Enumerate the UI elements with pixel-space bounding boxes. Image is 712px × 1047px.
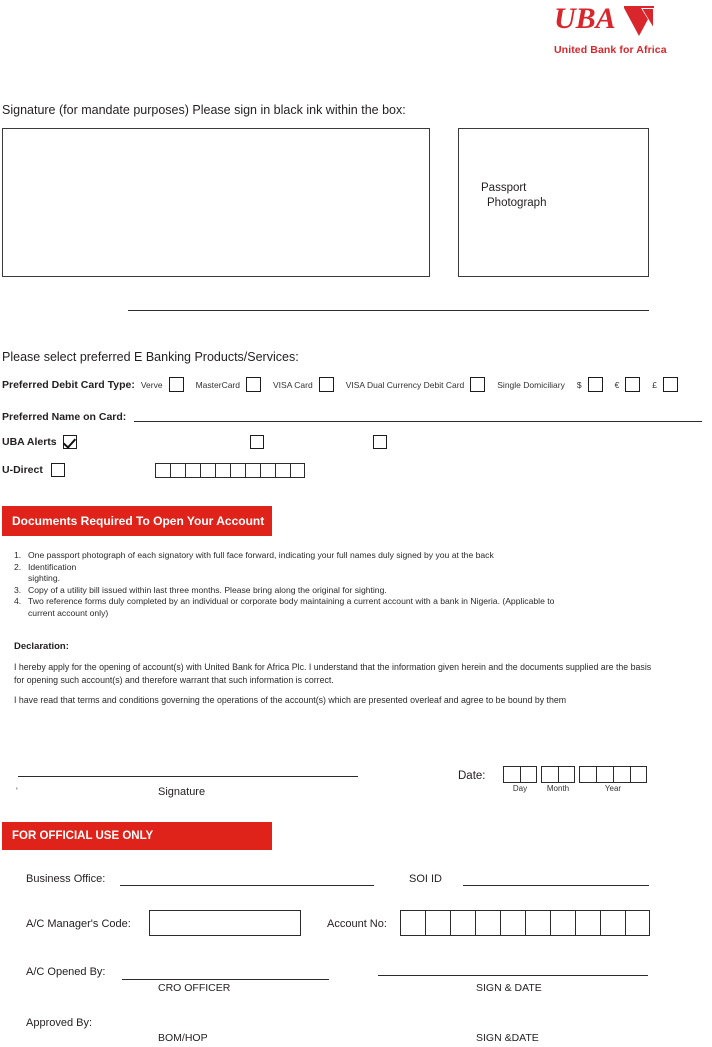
- date-year-box[interactable]: [613, 766, 630, 783]
- sign-date-caption-2: SIGN &DATE: [476, 1032, 539, 1044]
- signature-box[interactable]: [2, 128, 430, 277]
- currency-option-dollar[interactable]: [577, 377, 603, 392]
- card-option-mastercard[interactable]: [196, 377, 261, 392]
- currency-option-pound[interactable]: [652, 377, 678, 392]
- debit-card-type-label: Preferred Debit Card Type:: [2, 378, 135, 391]
- date-year-group: [579, 766, 647, 793]
- list-item: [14, 596, 704, 608]
- currency-option-pound-checkbox[interactable]: [663, 377, 678, 392]
- brand-wordmark: UBA: [554, 2, 616, 35]
- list-item: [14, 550, 704, 562]
- date-day-box[interactable]: [503, 766, 520, 783]
- date-year-box[interactable]: [596, 766, 613, 783]
- list-item-text: Copy of a utility bill issued within last three months. Please bring along the original for sighting.: [28, 584, 387, 595]
- account-no-boxes[interactable]: [400, 910, 650, 936]
- date-month-box[interactable]: [558, 766, 575, 783]
- applicant-signature-line[interactable]: [18, 776, 358, 777]
- list-item: [14, 562, 704, 574]
- declaration-paragraph-1: I hereby apply for the opening of account(s) with United Bank for Africa Plc. I understand that the information given herein and the documents supplied are the basis for opening such account(s) and therefore warrant that such information is correct.: [14, 662, 652, 685]
- date-month-group: [541, 766, 575, 793]
- list-item-number: 3.: [14, 584, 22, 595]
- list-item-number: 1.: [14, 550, 22, 560]
- udirect-label: U-Direct: [2, 464, 43, 476]
- card-option-visa-dual-currency-checkbox[interactable]: [470, 377, 485, 392]
- udirect-box[interactable]: [215, 463, 230, 478]
- account-no-box[interactable]: [425, 910, 450, 936]
- logo-row: [554, 4, 704, 42]
- currency-option-dollar-label: $: [576, 379, 582, 390]
- business-office-input[interactable]: [120, 885, 374, 886]
- passport-photograph-box[interactable]: [458, 128, 649, 277]
- date-month-caption: Month: [546, 784, 570, 793]
- account-no-box[interactable]: [500, 910, 525, 936]
- udirect-box[interactable]: [155, 463, 170, 478]
- signature-marker: ': [16, 786, 18, 796]
- card-option-verve-checkbox[interactable]: [169, 377, 184, 392]
- sol-id-input[interactable]: [463, 885, 649, 886]
- declaration-heading: Declaration:: [14, 641, 69, 652]
- passport-photograph-label: [481, 181, 546, 211]
- uba-alerts-row: [2, 435, 77, 449]
- account-no-box[interactable]: [625, 910, 650, 936]
- card-option-visa-dual-currency-label: VISA Dual Currency Debit Card: [345, 379, 465, 390]
- uba-alerts-extra-checkbox-1[interactable]: [250, 435, 264, 449]
- documents-required-list: [14, 550, 704, 620]
- list-item-continuation: current account only): [28, 607, 109, 618]
- cro-officer-caption: CRO OFFICER: [158, 982, 231, 994]
- date-year-caption: Year: [604, 784, 622, 793]
- udirect-row: [2, 463, 65, 477]
- date-day-box[interactable]: [520, 766, 537, 783]
- date-month-box[interactable]: [541, 766, 558, 783]
- card-option-mastercard-label: MasterCard: [195, 379, 240, 390]
- preferred-name-on-card-label: Preferred Name on Card:: [2, 411, 127, 423]
- currency-option-pound-label: £: [652, 379, 658, 390]
- declaration-paragraph-2: I have read that terms and conditions governing the operations of the account(s) which are presented overleaf and agree to be bound by them: [14, 695, 567, 705]
- list-item-number: 2.: [14, 561, 22, 572]
- cro-sign-date-input[interactable]: [378, 975, 648, 976]
- business-office-label: Business Office:: [26, 873, 106, 885]
- preferred-name-on-card-row: [2, 411, 702, 423]
- list-item-number: 4.: [14, 596, 22, 607]
- account-no-label: Account No:: [327, 918, 387, 930]
- list-item-text: One passport photograph of each signatory with full face forward, indicating your full names duly signed by you at the back: [28, 550, 494, 560]
- uba-flag-icon: [622, 5, 656, 42]
- currency-option-euro-checkbox[interactable]: [625, 377, 640, 392]
- account-no-box[interactable]: [575, 910, 600, 936]
- currency-option-euro[interactable]: [615, 377, 641, 392]
- passport-label-line2: Photograph: [487, 197, 547, 209]
- ac-opened-by-label: A/C Opened By:: [26, 966, 106, 978]
- date-day-boxes[interactable]: [503, 766, 537, 783]
- card-option-single-domiciliary-label: Single Domiciliary: [497, 379, 565, 390]
- account-no-box[interactable]: [525, 910, 550, 936]
- ac-managers-code-input[interactable]: [149, 910, 301, 936]
- date-year-boxes[interactable]: [579, 766, 647, 783]
- documents-required-banner: [2, 506, 272, 536]
- brand-tagline: United Bank for Africa: [554, 44, 667, 56]
- list-item-text: Identification: [28, 561, 77, 572]
- uba-logo: [554, 4, 704, 56]
- debit-card-type-row: [2, 377, 678, 392]
- list-item-text: Two reference forms duly completed by an individual or corporate body maintaining a current account with a bank in Nigeria. (Applicable to: [28, 596, 555, 607]
- section-divider: [128, 310, 649, 311]
- date-day-caption: Day: [512, 784, 528, 793]
- date-year-box[interactable]: [579, 766, 596, 783]
- uba-alerts-label: UBA Alerts: [2, 436, 57, 448]
- date-year-box[interactable]: [630, 766, 647, 783]
- udirect-box[interactable]: [245, 463, 260, 478]
- approved-by-label: Approved By:: [26, 1017, 93, 1029]
- udirect-checkbox[interactable]: [51, 463, 65, 477]
- documents-required-banner-label: Documents Required To Open Your Account: [12, 514, 265, 528]
- account-no-box[interactable]: [600, 910, 625, 936]
- ac-opened-by-input[interactable]: [122, 979, 329, 980]
- udirect-box[interactable]: [290, 463, 305, 478]
- udirect-box[interactable]: [260, 463, 275, 478]
- date-label: Date:: [458, 770, 486, 782]
- account-no-box[interactable]: [450, 910, 475, 936]
- udirect-box[interactable]: [185, 463, 200, 478]
- card-option-visa-dual-currency[interactable]: [346, 377, 486, 392]
- signature-caption: Signature: [158, 786, 206, 798]
- signature-heading: Signature (for mandate purposes) Please sign in black ink within the box:: [2, 103, 406, 117]
- currency-option-euro-label: €: [614, 379, 620, 390]
- card-option-verve-label: Verve: [140, 379, 163, 390]
- uba-alerts-extra-checkbox-2[interactable]: [373, 435, 387, 449]
- bom-hop-caption: BOM/HOP: [158, 1032, 208, 1044]
- udirect-box[interactable]: [230, 463, 245, 478]
- date-day-group: [503, 766, 537, 793]
- ac-managers-code-label: A/C Manager's Code:: [26, 918, 131, 930]
- card-option-verve[interactable]: [141, 377, 184, 392]
- udirect-box[interactable]: [275, 463, 290, 478]
- list-item: [14, 585, 704, 597]
- udirect-boxes[interactable]: [155, 463, 305, 478]
- card-option-single-domiciliary[interactable]: [497, 380, 565, 390]
- official-use-banner-label: FOR OFFICIAL USE ONLY: [12, 830, 154, 842]
- sol-id-label: SOI ID: [409, 873, 443, 885]
- uba-alerts-checkbox[interactable]: [63, 435, 77, 449]
- card-option-visa-card-label: VISA Card: [273, 379, 313, 390]
- account-no-box[interactable]: [550, 910, 575, 936]
- udirect-box[interactable]: [200, 463, 215, 478]
- card-option-mastercard-checkbox[interactable]: [246, 377, 261, 392]
- currency-option-dollar-checkbox[interactable]: [588, 377, 603, 392]
- account-no-box[interactable]: [400, 910, 425, 936]
- official-use-banner: [2, 822, 272, 850]
- date-month-boxes[interactable]: [541, 766, 575, 783]
- sign-date-caption-1: SIGN & DATE: [476, 982, 542, 994]
- card-option-visa-card[interactable]: [273, 377, 334, 392]
- udirect-box[interactable]: [170, 463, 185, 478]
- preferred-name-on-card-input[interactable]: [134, 421, 702, 422]
- list-item-continuation: sighting.: [28, 573, 61, 584]
- card-option-visa-card-checkbox[interactable]: [319, 377, 334, 392]
- ebanking-heading: Please select preferred E Banking Products/Services:: [2, 350, 299, 364]
- passport-label-line1: Passport: [481, 182, 527, 194]
- account-no-box[interactable]: [475, 910, 500, 936]
